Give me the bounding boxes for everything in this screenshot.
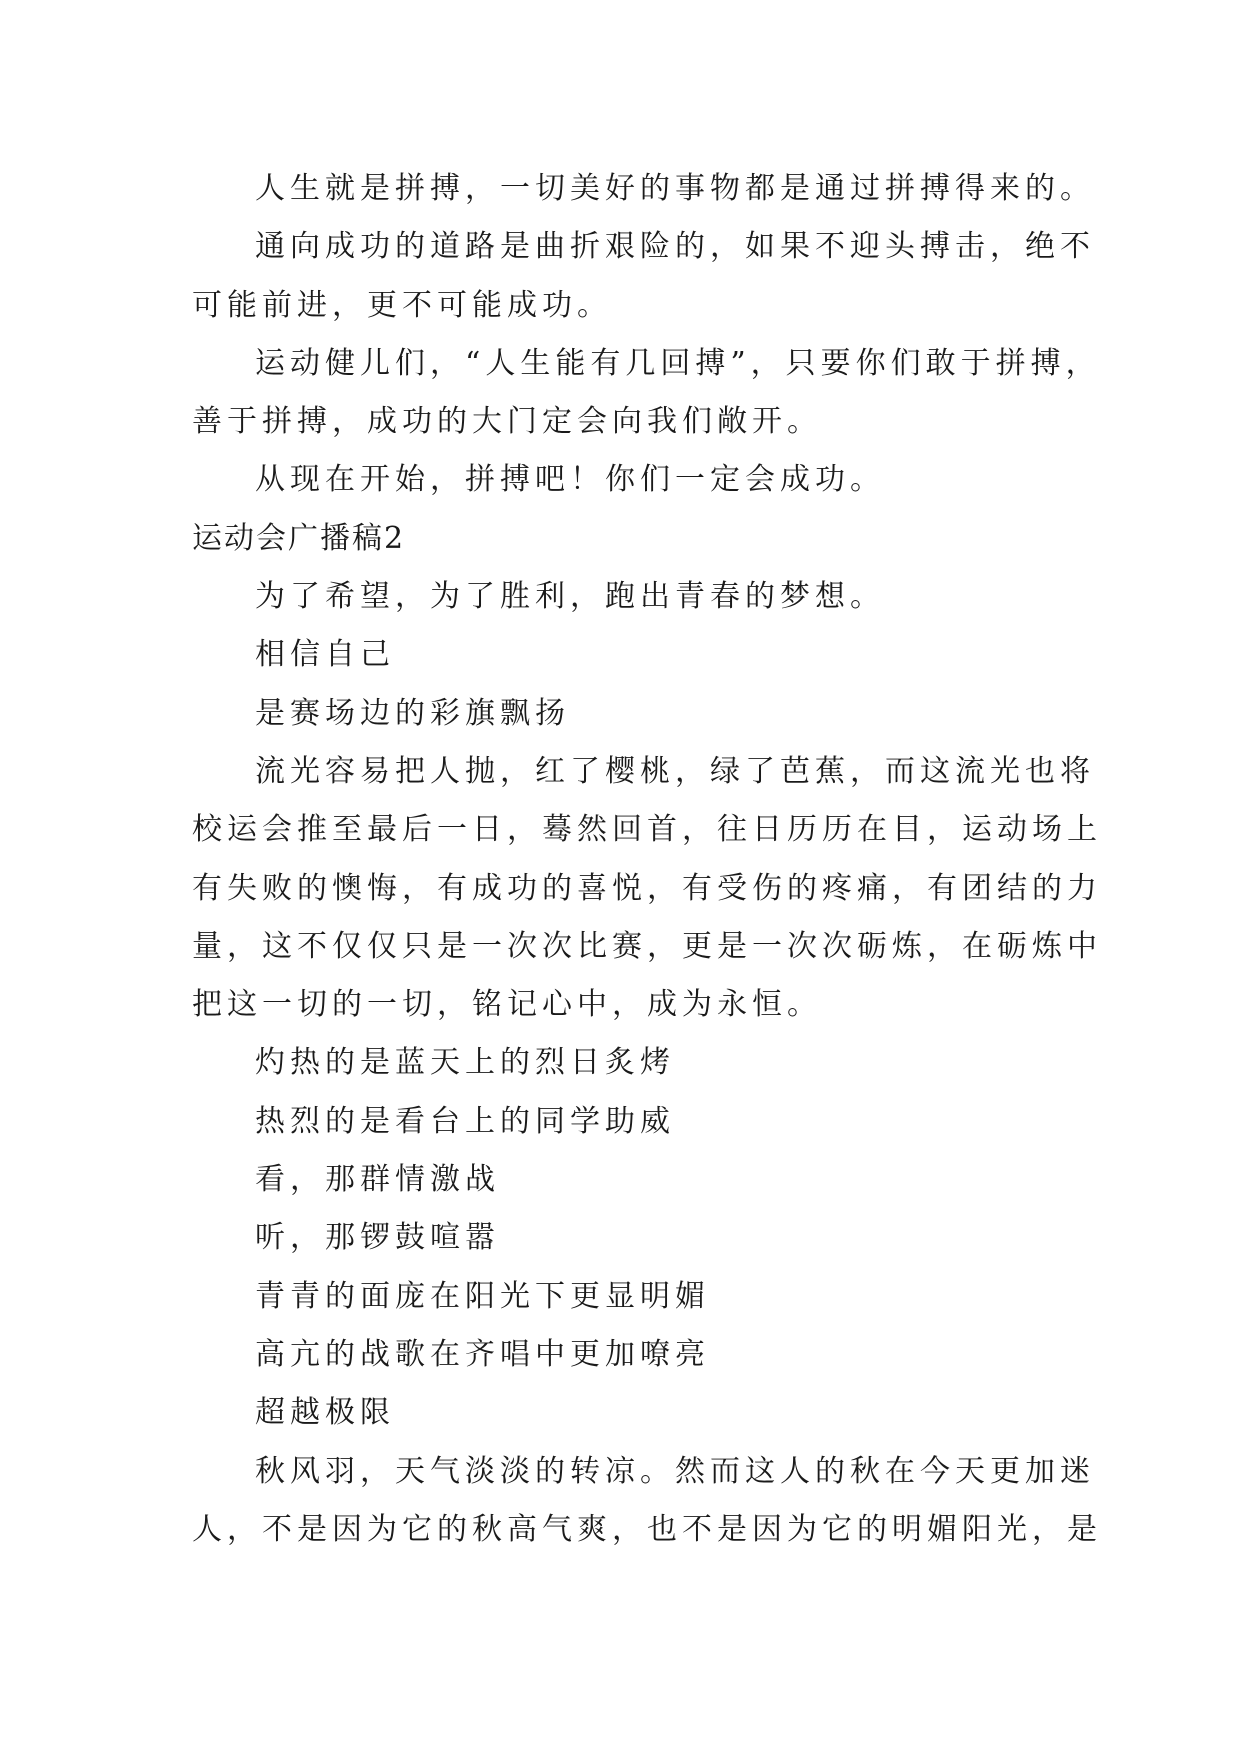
- verse-line: 高亢的战歌在齐唱中更加嘹亮: [255, 1336, 710, 1372]
- paragraph-line: 从现在开始，拼搏吧！你们一定会成功。: [255, 462, 885, 498]
- verse-line: 灼热的是蓝天上的烈日炙烤: [255, 1045, 675, 1081]
- verse-line: 听，那锣鼓喧嚣: [255, 1220, 500, 1256]
- verse-line: 看，那群情激战: [255, 1162, 500, 1198]
- paragraph-line: 校运会推至最后一日，蓦然回首，往日历历在目，运动场上: [192, 812, 1102, 848]
- paragraph-line: 量，这不仅仅只是一次次比赛，更是一次次砺炼，在砺炼中: [192, 928, 1102, 964]
- paragraph-line: 运动健儿们，“人生能有几回搏”，只要你们敢于拼搏，: [255, 345, 1101, 381]
- paragraph-line: 可能前进，更不可能成功。: [192, 287, 612, 323]
- verse-line: 青青的面庞在阳光下更显明媚: [255, 1278, 710, 1314]
- paragraph-line: 流光容易把人抛，红了樱桃，绿了芭蕉，而这流光也将: [255, 753, 1095, 789]
- paragraph-line: 秋风羽，天气淡淡的转凉。然而这人的秋在今天更加迷: [255, 1453, 1095, 1489]
- paragraph-line: 人生就是拼搏，一切美好的事物都是通过拼搏得来的。: [255, 171, 1095, 206]
- paragraph-line: 把这一切的一切，铭记心中，成为永恒。: [192, 987, 822, 1023]
- paragraph-line: 通向成功的道路是曲折艰险的，如果不迎头搏击，绝不: [255, 229, 1095, 265]
- verse-line: 超越极限: [255, 1395, 395, 1431]
- paragraph-line: 有失败的懊悔，有成功的喜悦，有受伤的疼痛，有团结的力: [192, 870, 1102, 906]
- section-heading: 运动会广播稿2: [192, 520, 406, 556]
- paragraph-line: 为了希望，为了胜利，跑出青春的梦想。: [255, 579, 885, 615]
- verse-line: 相信自己: [255, 637, 395, 673]
- verse-line: 是赛场边的彩旗飘扬: [255, 695, 570, 731]
- paragraph-line: 善于拼搏，成功的大门定会向我们敞开。: [192, 404, 822, 440]
- paragraph-line: 人，不是因为它的秋高气爽，也不是因为它的明媚阳光，是: [192, 1511, 1102, 1547]
- verse-line: 热烈的是看台上的同学助威: [255, 1103, 675, 1139]
- document-body: [192, 160, 1102, 1559]
